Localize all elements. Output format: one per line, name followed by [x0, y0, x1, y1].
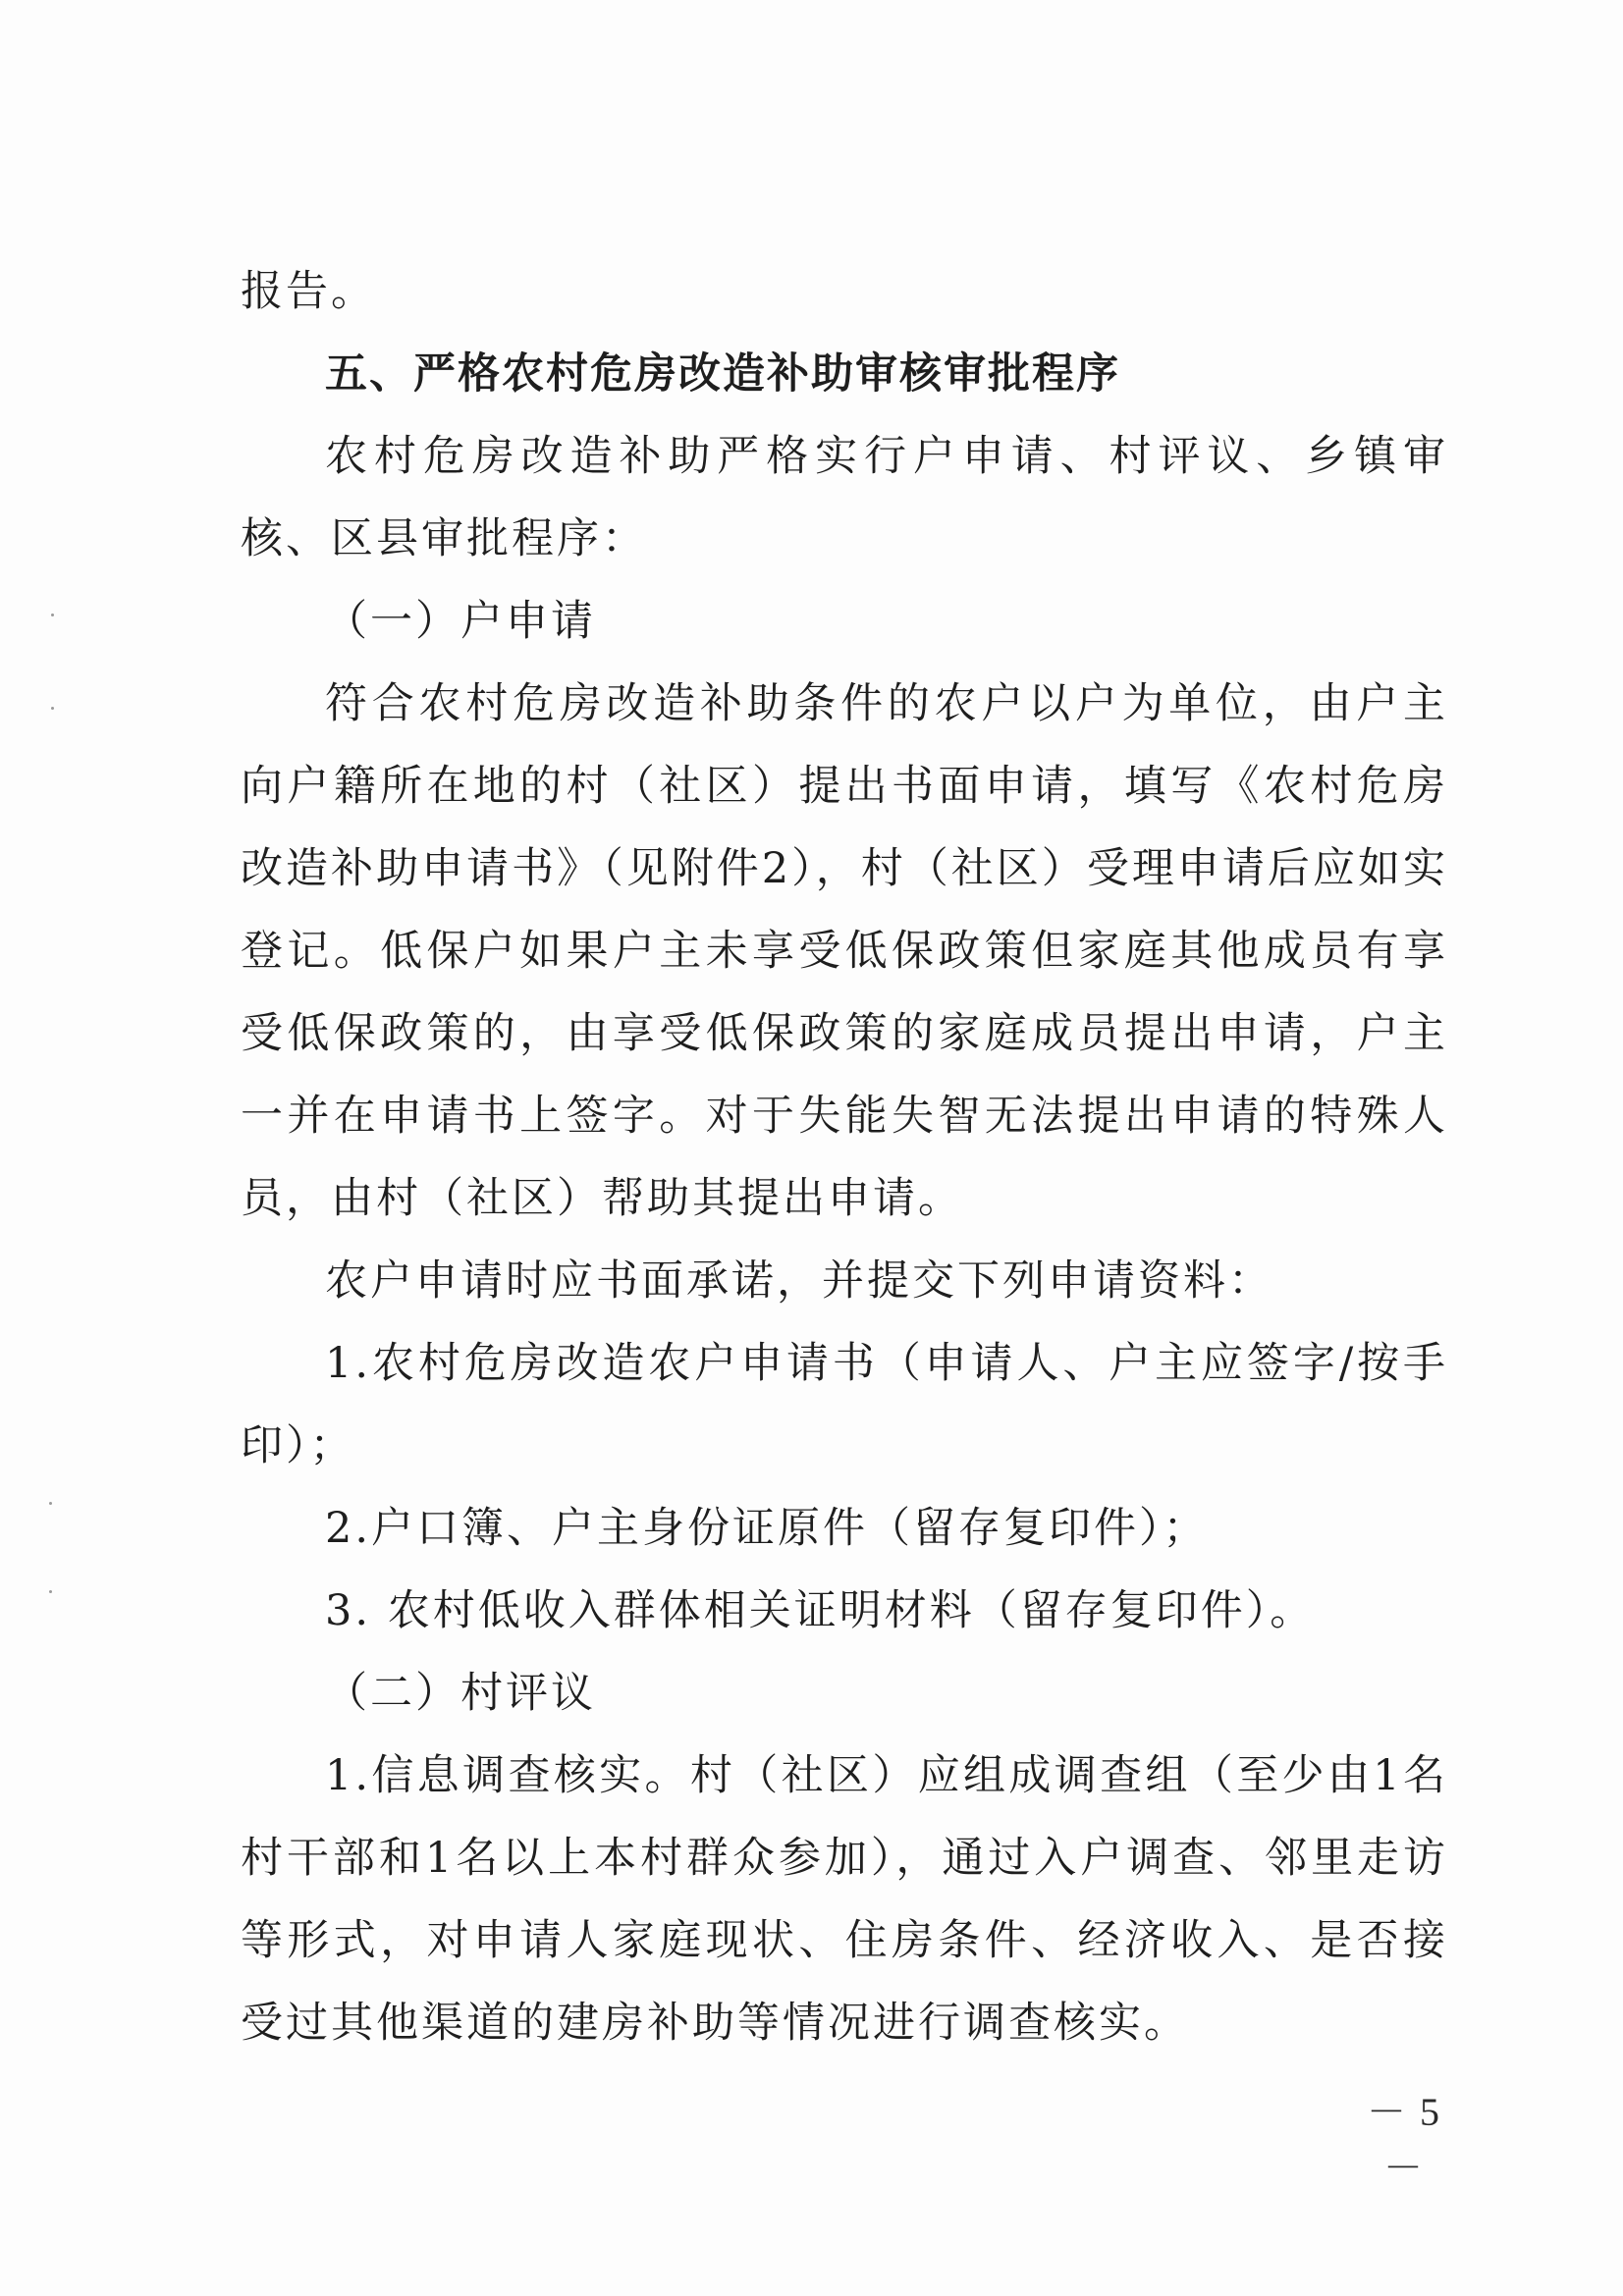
- section-heading-5: 五、严格农村危房改造补助审核审批程序: [325, 349, 1120, 399]
- list-item-material-2: 2.户口簿、户主身份证原件（留存复印件）；: [325, 1504, 1209, 1553]
- scan-speck: [51, 614, 54, 616]
- subheading-village-review: （二）村评议: [325, 1669, 596, 1718]
- document-body: [241, 250, 1448, 2064]
- page-number: － 5 －: [1367, 2090, 1441, 2190]
- paragraph-materials-intro: 农户申请时应书面承诺，并提交下列申请资料：: [325, 1256, 1273, 1306]
- paragraph-procedure-intro: 农村危房改造补助严格实行户申请、村评议、乡镇审核、区县审批程序：: [241, 432, 1448, 563]
- list-item-material-1: 1.农村危房改造农户申请书（申请人、户主应签字/按手印）；: [241, 1339, 1448, 1470]
- paragraph-info-verification: 1.信息调查核实。村（社区）应组成调查组（至少由1名村干部和1名以上本村群众参加），通过入户调查、邻里走访等形式，对申请人家庭现状、住房条件、经济收入、是否接受过其他渠道的建房补助等情况进行调查核实。: [241, 1751, 1448, 2048]
- subheading-household-application: （一）户申请: [325, 597, 596, 646]
- scan-speck: [49, 1590, 52, 1593]
- scan-speck: [49, 1502, 52, 1505]
- scan-speck: [51, 707, 54, 710]
- paragraph-application-details: 符合农村危房改造补助条件的农户以户为单位，由户主向户籍所在地的村（社区）提出书面申请，填写《农村危房改造补助申请书》（见附件2），村（社区）受理申请后应如实登记。低保户如果户主未享受低保政策但家庭其他成员有享受低保政策的，由享受低保政策的家庭成员提出申请，户主一并在申请书上签字。对于失能失智无法提出申请的特殊人员，由村（社区）帮助其提出申请。: [241, 679, 1448, 1223]
- paragraph-report-end: 报告。: [241, 267, 376, 316]
- list-item-material-3: 3. 农村低收入群体相关证明材料（留存复印件）。: [325, 1586, 1316, 1635]
